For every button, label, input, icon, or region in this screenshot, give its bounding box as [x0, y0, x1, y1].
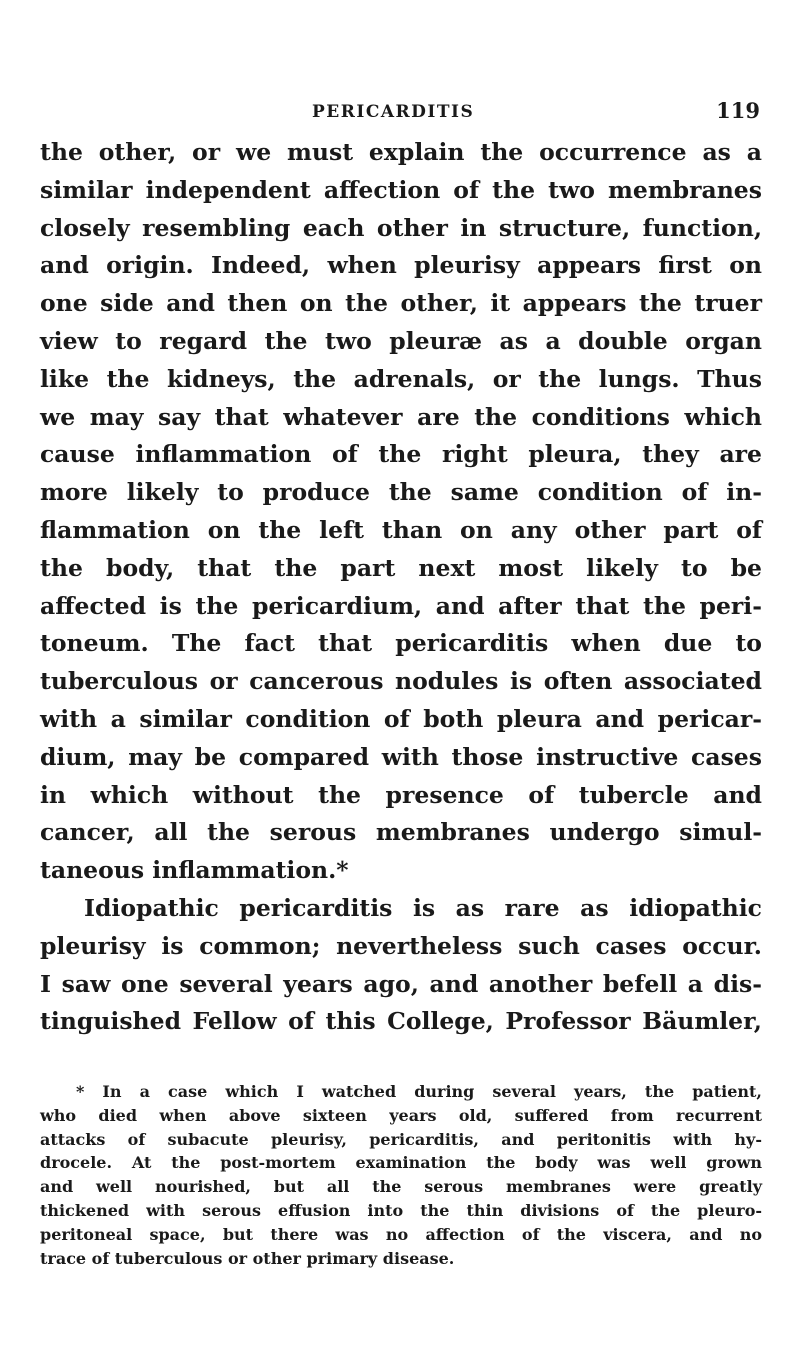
body-line: pleurisy is common; nevertheless such cases occur.: [40, 931, 762, 960]
footnote-line: attacks of subacute pleurisy, pericarditis, and peritonitis with hy-: [40, 1129, 762, 1149]
body-line: in which without the presence of tubercle and: [40, 780, 762, 809]
body-line: more likely to produce the same condition of in-: [40, 478, 762, 507]
footnote-line: thickened with serous effusion into the thin divisions of the pleuro-: [40, 1200, 762, 1220]
footnote-line: peritoneal space, but there was no affection of the viscera, and no: [40, 1224, 762, 1244]
body-line: dium, may be compared with those instructive cases: [40, 742, 762, 771]
body-line: the other, or we must explain the occurrence as a: [40, 138, 762, 166]
body-line: like the kidneys, the adrenals, or the lungs. Thus: [40, 364, 762, 393]
footnote: [40, 1080, 762, 1270]
body-line: Idiopathic pericarditis is as rare as idiopathic: [84, 893, 762, 922]
body-line: flammation on the left than on any other part of: [40, 515, 762, 544]
body-line: cause inflammation of the right pleura, they are: [40, 440, 762, 469]
body-line: I saw one several years ago, and another befell a dis-: [40, 969, 762, 998]
body-line: we may say that whatever are the conditions which: [40, 402, 762, 431]
body-line: the body, that the part next most likely to be: [40, 553, 762, 582]
footnote-line: drocele. At the post-mortem examination the body was well grown: [40, 1153, 762, 1173]
body-line: tinguished Fellow of this College, Professor Bäumler,: [40, 1007, 762, 1036]
running-head: [40, 98, 762, 124]
body-line: one side and then on the other, it appears the truer: [40, 289, 762, 318]
footnote-line: who died when above sixteen years old, suffered from recurrent: [40, 1105, 762, 1125]
footnote-line: and well nourished, but all the serous membranes were greatly: [40, 1177, 762, 1197]
body-line: cancer, all the serous membranes undergo simul-: [40, 818, 762, 847]
body-text: [40, 134, 762, 1041]
body-line: and origin. Indeed, when pleurisy appears first on: [40, 251, 762, 280]
running-title: PERICARDITIS: [312, 102, 475, 122]
body-line: with a similar condition of both pleura and pericar-: [40, 704, 762, 733]
body-line: similar independent affection of the two membranes: [40, 175, 762, 204]
body-line: toneum. The fact that pericarditis when due to: [40, 629, 762, 658]
body-line: closely resembling each other in structure, function,: [40, 213, 762, 242]
body-line: tuberculous or cancerous nodules is often associated: [40, 667, 762, 696]
footnote-line: * In a case which I watched during several years, the patient,: [76, 1082, 762, 1101]
footnote-line: trace of tuberculous or other primary disease.: [40, 1248, 455, 1268]
body-line: taneous inflammation.*: [40, 856, 349, 885]
page-number: 119: [716, 98, 760, 123]
body-line: affected is the pericardium, and after that the peri-: [40, 591, 762, 620]
body-line: view to regard the two pleuræ as a double organ: [40, 326, 762, 355]
